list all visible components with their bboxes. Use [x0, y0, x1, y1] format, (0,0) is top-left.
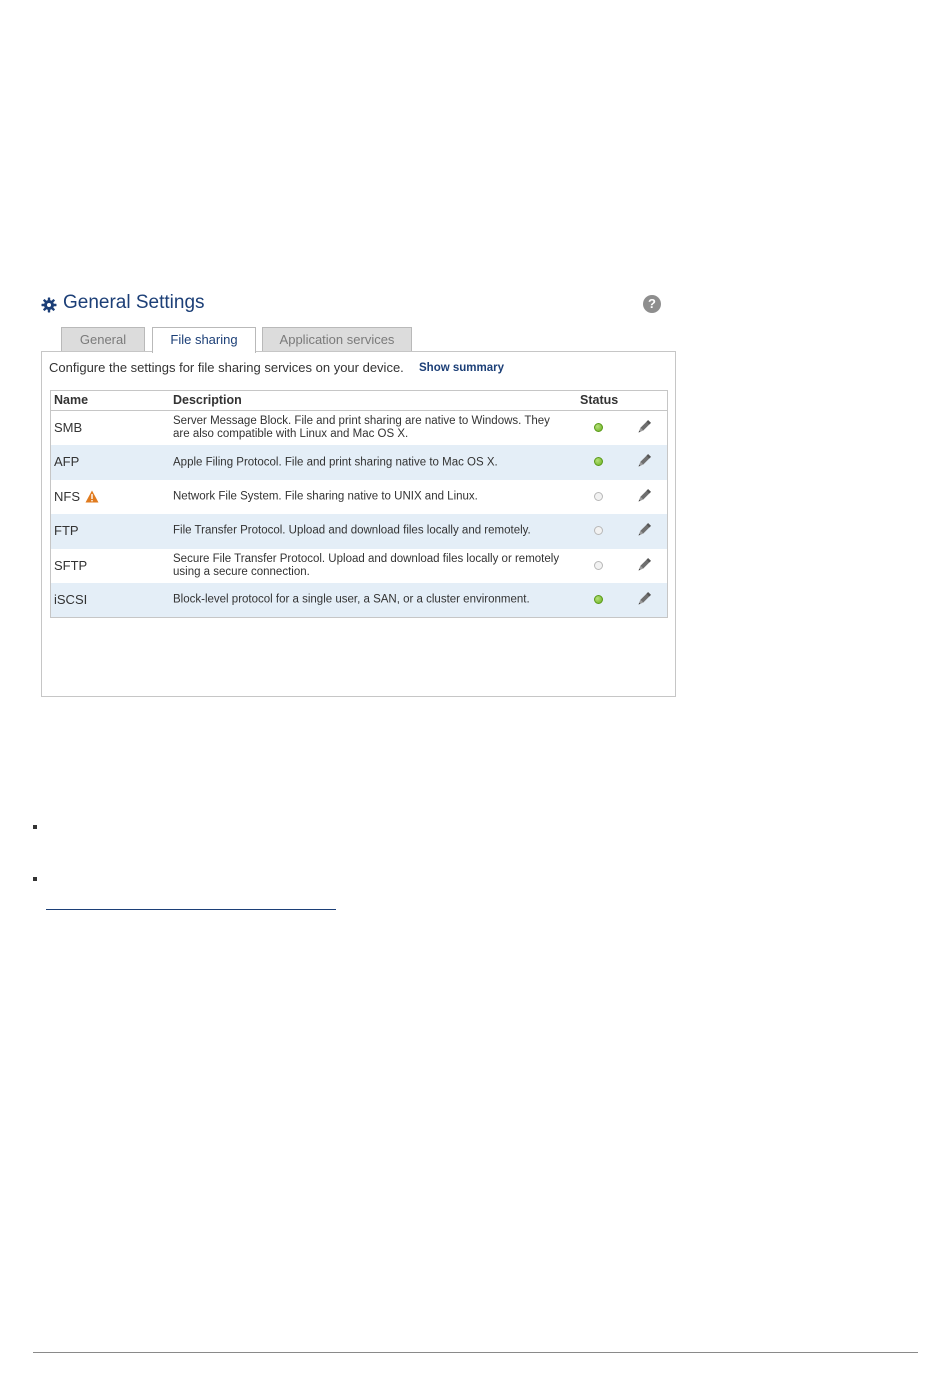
edit-pencil-icon[interactable] [635, 453, 652, 470]
status-indicator [594, 561, 603, 570]
service-name-label: SMB [54, 420, 83, 435]
service-name [54, 420, 82, 435]
warning-icon[interactable] [85, 490, 99, 503]
service-description: Network File System. File sharing native to UNIX and Linux. [173, 490, 478, 503]
bullet-marker [33, 877, 37, 881]
service-name-label: NFS [54, 488, 80, 504]
edit-pencil-icon[interactable] [635, 591, 652, 608]
status-indicator [594, 595, 603, 604]
service-name-label: FTP [54, 523, 79, 539]
service-description: Apple Filing Protocol. File and print sharing native to Mac OS X. [173, 456, 498, 469]
edit-pencil-icon[interactable] [635, 488, 652, 505]
tab-content [41, 351, 676, 697]
edit-pencil-icon[interactable] [635, 419, 652, 436]
table-row [51, 514, 667, 548]
column-header-description: Description [173, 393, 242, 407]
table-header [51, 391, 667, 411]
edit-pencil-icon[interactable] [635, 522, 652, 539]
footer-rule [33, 1352, 918, 1353]
gear-icon [41, 297, 57, 313]
table-row [51, 411, 667, 445]
service-name-label: AFP [54, 454, 80, 470]
link-underline[interactable] [46, 909, 336, 910]
status-indicator [594, 492, 603, 501]
table-row [51, 445, 667, 479]
column-header-status: Status [580, 393, 619, 407]
service-name-label: iSCSI [54, 591, 88, 607]
table-body [51, 411, 667, 617]
tab-general[interactable]: General [61, 327, 145, 351]
show-summary-link[interactable]: Show summary [419, 362, 504, 374]
services-table [50, 390, 668, 618]
tab-file-sharing[interactable]: File sharing [152, 327, 256, 353]
page-title: General Settings [63, 292, 205, 313]
table-row [51, 549, 667, 583]
bullet-marker [33, 825, 37, 829]
service-description: File Transfer Protocol. Upload and download files locally and remotely. [173, 524, 531, 537]
service-name [54, 592, 87, 607]
edit-pencil-icon[interactable] [635, 557, 652, 574]
panel-header [40, 290, 665, 320]
service-description: Block-level protocol for a single user, a SAN, or a cluster environment. [173, 593, 530, 606]
service-name [54, 523, 79, 538]
settings-panel [40, 290, 676, 698]
intro-text: Configure the settings for file sharing services on your device. [49, 360, 404, 375]
status-indicator [594, 423, 603, 432]
status-indicator [594, 457, 603, 466]
service-name [54, 558, 87, 573]
service-description: Secure File Transfer Protocol. Upload and download files locally or remotely using a secure connection. [173, 552, 560, 578]
service-description: Server Message Block. File and print sharing are native to Windows. They are also compatible with Linux and Mac OS X. [173, 415, 550, 441]
tab-application-services[interactable]: Application services [262, 327, 412, 351]
table-row [51, 583, 667, 617]
service-name [54, 454, 79, 469]
table-row [51, 480, 667, 514]
status-indicator [594, 526, 603, 535]
service-name-label: SFTP [54, 557, 88, 573]
service-name [54, 489, 99, 504]
help-icon[interactable]: ? [643, 295, 661, 313]
column-header-name: Name [54, 393, 89, 407]
